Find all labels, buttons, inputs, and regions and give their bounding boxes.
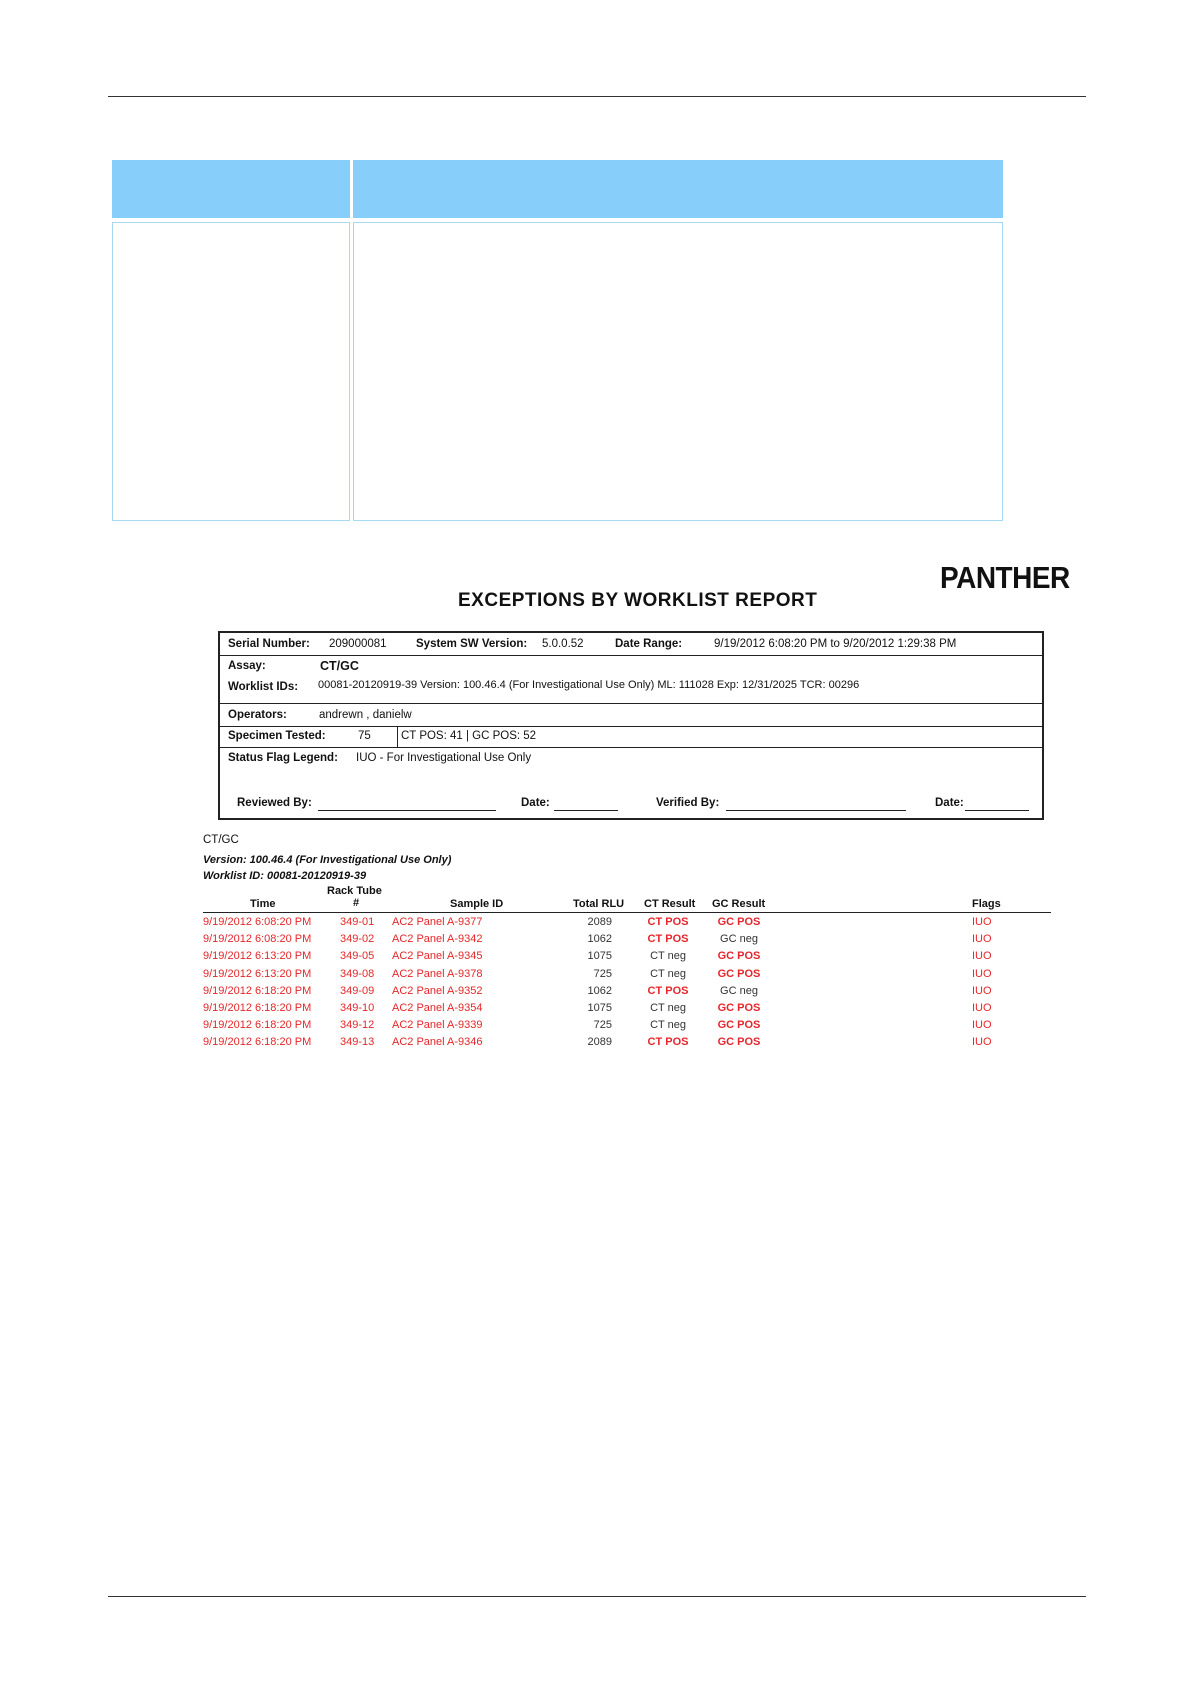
cell-gc-result: GC POS	[717, 916, 761, 928]
cell-rack-tube: 349-12	[340, 1019, 375, 1031]
specimen-value: 75	[358, 730, 371, 742]
cell-sample-id: AC2 Panel A-9345	[392, 950, 483, 962]
table-row	[0, 933, 1191, 950]
table-body-cell-2	[353, 222, 1003, 521]
cell-flag: IUO	[972, 933, 992, 945]
legend-label: Status Flag Legend:	[228, 752, 338, 764]
cell-time: 9/19/2012 6:18:20 PM	[203, 1002, 312, 1014]
table-header-cell-2	[353, 160, 1003, 218]
footer-rule	[108, 1596, 1086, 1597]
cell-rack-tube: 349-09	[340, 985, 375, 997]
cell-flag: IUO	[972, 950, 992, 962]
column-header-rule	[203, 912, 1051, 913]
cell-ct-result: CT POS	[647, 1036, 689, 1048]
cell-rack-tube: 349-01	[340, 916, 375, 928]
cell-flag: IUO	[972, 1019, 992, 1031]
panther-logo: PANTHER	[940, 560, 1070, 595]
reviewed-by-label: Reviewed By:	[237, 797, 312, 809]
date-label-2: Date:	[935, 797, 964, 809]
serial-label: Serial Number:	[228, 638, 310, 650]
cell-ct-result: CT POS	[647, 985, 689, 997]
cell-ct-result: CT POS	[647, 916, 689, 928]
cell-gc-result: GC POS	[717, 950, 761, 962]
divider	[220, 703, 1042, 704]
cell-ct-result: CT POS	[647, 933, 689, 945]
table-row	[0, 916, 1191, 933]
cell-flag: IUO	[972, 1002, 992, 1014]
cell-ct-result: CT neg	[650, 1019, 686, 1031]
cell-gc-result: GC POS	[717, 1002, 761, 1014]
divider	[397, 726, 398, 747]
col-flags: Flags	[972, 898, 1001, 910]
sw-version-label: System SW Version:	[416, 638, 528, 650]
date-line-2	[965, 810, 1029, 811]
cell-sample-id: AC2 Panel A-9342	[392, 933, 483, 945]
cell-sample-id: AC2 Panel A-9346	[392, 1036, 483, 1048]
table-row	[0, 1036, 1191, 1053]
table-body-cell-1	[112, 222, 350, 521]
cell-ct-result: CT neg	[650, 950, 686, 962]
verified-by-line	[726, 810, 906, 811]
serial-value: 209000081	[329, 638, 387, 650]
cell-time: 9/19/2012 6:18:20 PM	[203, 1036, 312, 1048]
date-label-1: Date:	[521, 797, 550, 809]
col-total-rlu: Total RLU	[573, 898, 625, 910]
report-summary-box	[218, 631, 1044, 820]
header-rule	[108, 96, 1086, 97]
divider	[220, 726, 1042, 727]
divider	[220, 747, 1042, 748]
cell-flag: IUO	[972, 916, 992, 928]
col-rack-tube: Rack Tube	[327, 885, 382, 897]
cell-time: 9/19/2012 6:08:20 PM	[203, 916, 312, 928]
cell-rack-tube: 349-10	[340, 1002, 375, 1014]
operators-label: Operators:	[228, 709, 287, 721]
cell-rack-tube: 349-05	[340, 950, 375, 962]
specimen-label: Specimen Tested:	[228, 730, 326, 742]
table-row	[0, 1019, 1191, 1036]
col-ct-result: CT Result	[644, 898, 696, 910]
cell-time: 9/19/2012 6:18:20 PM	[203, 1019, 312, 1031]
cell-time: 9/19/2012 6:13:20 PM	[203, 950, 312, 962]
cell-gc-result: GC POS	[717, 968, 761, 980]
verified-by-label: Verified By:	[656, 797, 720, 809]
cell-total-rlu: 1075	[587, 1002, 612, 1014]
cell-time: 9/19/2012 6:13:20 PM	[203, 968, 312, 980]
table-header-cell-1	[112, 160, 350, 218]
cell-time: 9/19/2012 6:18:20 PM	[203, 985, 312, 997]
cell-rack-tube: 349-13	[340, 1036, 375, 1048]
cell-gc-result: GC neg	[720, 985, 758, 997]
operators-value: andrewn , danielw	[319, 709, 412, 721]
table-row	[0, 985, 1191, 1002]
assay-value: CT/GC	[320, 659, 359, 673]
cell-rack-tube: 349-02	[340, 933, 375, 945]
cell-gc-result: GC POS	[717, 1036, 761, 1048]
cell-ct-result: CT neg	[650, 1002, 686, 1014]
table-row	[0, 950, 1191, 967]
cell-total-rlu: 1062	[587, 933, 612, 945]
assay-label: Assay:	[228, 660, 266, 672]
cell-sample-id: AC2 Panel A-9339	[392, 1019, 483, 1031]
date-range-label: Date Range:	[615, 638, 683, 650]
cell-total-rlu: 725	[593, 1019, 612, 1031]
cell-total-rlu: 725	[593, 968, 612, 980]
sw-version-value: 5.0.0.52	[542, 638, 584, 650]
section-assay: CT/GC	[203, 834, 239, 846]
col-time: Time	[250, 898, 276, 910]
worklist-value: 00081-20120919-39 Version: 100.46.4 (For Investigational Use Only) ML: 111028 Exp: 12/31/2025 TCR: 00296	[318, 679, 860, 691]
worklist-label: Worklist IDs:	[228, 681, 299, 693]
cell-total-rlu: 1075	[587, 950, 612, 962]
cell-ct-result: CT neg	[650, 968, 686, 980]
cell-rack-tube: 349-08	[340, 968, 375, 980]
table-row	[0, 968, 1191, 985]
specimen-counts: CT POS: 41 | GC POS: 52	[401, 730, 537, 742]
cell-flag: IUO	[972, 968, 992, 980]
cell-sample-id: AC2 Panel A-9354	[392, 1002, 483, 1014]
section-worklist: Worklist ID: 00081-20120919-39	[203, 870, 367, 882]
divider	[220, 655, 1042, 656]
cell-time: 9/19/2012 6:08:20 PM	[203, 933, 312, 945]
cell-total-rlu: 2089	[587, 1036, 612, 1048]
table-row	[0, 1002, 1191, 1019]
date-line-1	[554, 810, 618, 811]
cell-total-rlu: 1062	[587, 985, 612, 997]
cell-sample-id: AC2 Panel A-9378	[392, 968, 483, 980]
cell-gc-result: GC neg	[720, 933, 758, 945]
cell-total-rlu: 2089	[587, 916, 612, 928]
cell-flag: IUO	[972, 985, 992, 997]
date-range-value: 9/19/2012 6:08:20 PM to 9/20/2012 1:29:38 PM	[714, 638, 957, 650]
legend-value: IUO - For Investigational Use Only	[356, 752, 532, 764]
report-title: EXCEPTIONS BY WORKLIST REPORT	[458, 590, 818, 611]
cell-sample-id: AC2 Panel A-9352	[392, 985, 483, 997]
cell-gc-result: GC POS	[717, 1019, 761, 1031]
cell-flag: IUO	[972, 1036, 992, 1048]
reviewed-by-line	[318, 810, 496, 811]
col-sample-id: Sample ID	[450, 898, 504, 910]
section-version: Version: 100.46.4 (For Investigational Use Only)	[203, 854, 452, 866]
col-rack-tube-number: #	[353, 897, 360, 909]
col-gc-result: GC Result	[712, 898, 766, 910]
cell-sample-id: AC2 Panel A-9377	[392, 916, 483, 928]
